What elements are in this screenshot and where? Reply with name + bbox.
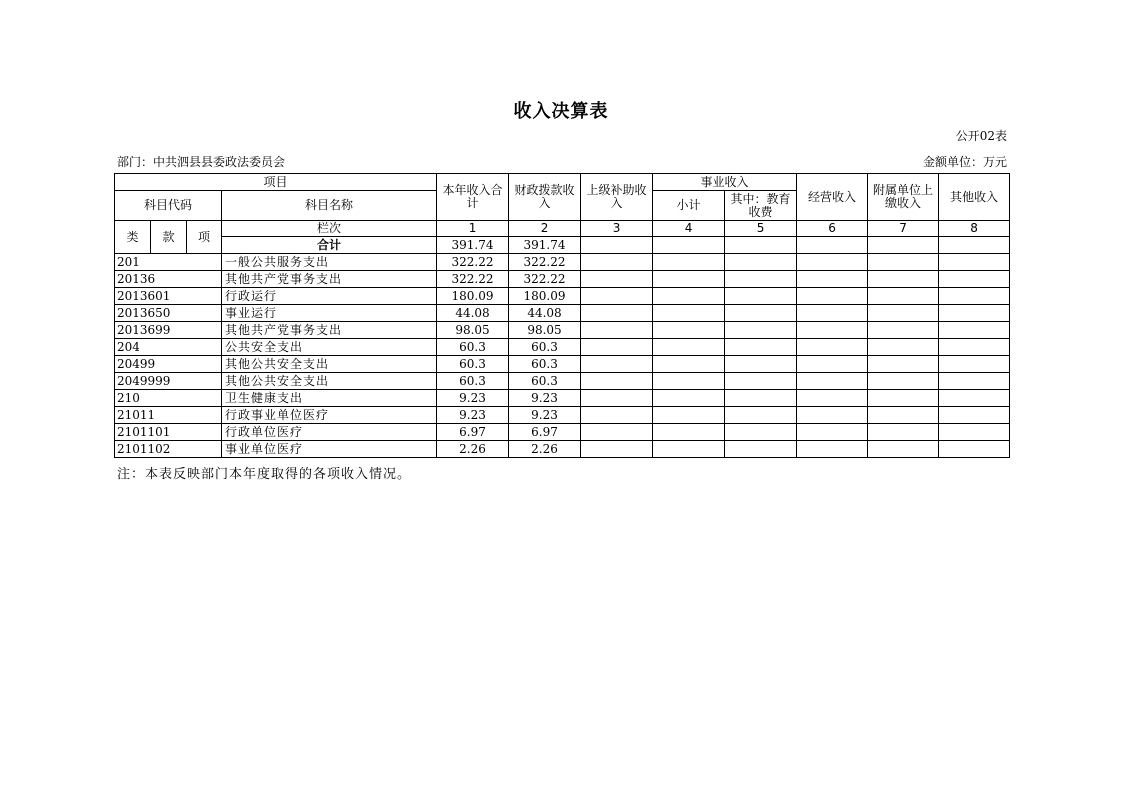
row-empty-cell	[653, 390, 725, 407]
header-col-5: 其中：教育收费	[725, 191, 797, 221]
row-code: 201	[115, 254, 222, 271]
index-3: 3	[581, 221, 653, 237]
index-7: 7	[868, 221, 939, 237]
row-empty-cell	[868, 356, 939, 373]
row-col-1: 98.05	[437, 322, 509, 339]
row-code: 2049999	[115, 373, 222, 390]
row-col-1: 2.26	[437, 441, 509, 458]
header-col-4: 小计	[653, 191, 725, 221]
index-1: 1	[437, 221, 509, 237]
row-empty-cell	[797, 288, 868, 305]
row-col-1: 44.08	[437, 305, 509, 322]
row-empty-cell	[868, 373, 939, 390]
row-empty-cell	[653, 271, 725, 288]
row-empty-cell	[939, 288, 1010, 305]
row-empty-cell	[868, 254, 939, 271]
row-code: 2013699	[115, 322, 222, 339]
row-empty-cell	[725, 441, 797, 458]
row-empty-cell	[939, 271, 1010, 288]
row-empty-cell	[939, 390, 1010, 407]
row-empty-cell	[939, 254, 1010, 271]
total-col-2: 391.74	[509, 237, 581, 254]
row-col-2: 9.23	[509, 390, 581, 407]
row-empty-cell	[653, 322, 725, 339]
row-empty-cell	[653, 373, 725, 390]
row-name: 一般公共服务支出	[222, 254, 437, 271]
row-name: 事业单位医疗	[222, 441, 437, 458]
row-empty-cell	[868, 322, 939, 339]
row-empty-cell	[797, 441, 868, 458]
header-shiye-group: 事业收入	[653, 174, 797, 191]
row-empty-cell	[653, 441, 725, 458]
row-name: 其他公共安全支出	[222, 356, 437, 373]
row-code: 21011	[115, 407, 222, 424]
header-lei: 类	[115, 221, 151, 254]
table-row	[115, 305, 1010, 322]
row-empty-cell	[797, 305, 868, 322]
row-empty-cell	[653, 424, 725, 441]
row-empty-cell	[939, 356, 1010, 373]
row-code: 20499	[115, 356, 222, 373]
row-name: 行政运行	[222, 288, 437, 305]
row-col-2: 2.26	[509, 441, 581, 458]
table-row	[115, 424, 1010, 441]
header-col-1: 本年收入合计	[437, 174, 509, 221]
row-empty-cell	[581, 322, 653, 339]
row-col-2: 44.08	[509, 305, 581, 322]
row-col-2: 60.3	[509, 339, 581, 356]
row-empty-cell	[653, 254, 725, 271]
row-empty-cell	[653, 356, 725, 373]
header-item: 项目	[115, 174, 437, 191]
row-col-1: 9.23	[437, 390, 509, 407]
row-empty-cell	[939, 407, 1010, 424]
header-col-8: 其他收入	[939, 174, 1010, 221]
row-empty-cell	[581, 441, 653, 458]
row-col-1: 60.3	[437, 356, 509, 373]
table-row	[115, 254, 1010, 271]
table-row	[115, 271, 1010, 288]
row-name: 其他共产党事务支出	[222, 322, 437, 339]
row-code: 2101102	[115, 441, 222, 458]
row-code: 2013601	[115, 288, 222, 305]
table-row	[115, 339, 1010, 356]
row-code: 2013650	[115, 305, 222, 322]
row-empty-cell	[653, 407, 725, 424]
row-code: 204	[115, 339, 222, 356]
table-row	[115, 390, 1010, 407]
footnote: 注：本表反映部门本年度取得的各项收入情况。	[117, 467, 412, 482]
row-name: 卫生健康支出	[222, 390, 437, 407]
row-empty-cell	[868, 339, 939, 356]
row-name: 其他公共安全支出	[222, 373, 437, 390]
row-empty-cell	[581, 390, 653, 407]
row-col-2: 322.22	[509, 254, 581, 271]
row-col-1: 322.22	[437, 271, 509, 288]
row-empty-cell	[939, 441, 1010, 458]
row-empty-cell	[581, 305, 653, 322]
row-empty-cell	[797, 390, 868, 407]
row-empty-cell	[725, 322, 797, 339]
page-title: 收入决算表	[513, 101, 609, 122]
row-empty-cell	[939, 373, 1010, 390]
row-empty-cell	[581, 288, 653, 305]
row-name: 其他共产党事务支出	[222, 271, 437, 288]
row-empty-cell	[868, 271, 939, 288]
row-col-2: 98.05	[509, 322, 581, 339]
row-col-2: 322.22	[509, 271, 581, 288]
row-empty-cell	[868, 441, 939, 458]
row-col-1: 6.97	[437, 424, 509, 441]
row-col-2: 60.3	[509, 373, 581, 390]
row-empty-cell	[725, 305, 797, 322]
row-name: 行政事业单位医疗	[222, 407, 437, 424]
row-col-1: 9.23	[437, 407, 509, 424]
unit-label: 金额单位：万元	[922, 155, 1007, 169]
row-empty-cell	[581, 254, 653, 271]
row-empty-cell	[581, 356, 653, 373]
row-empty-cell	[797, 424, 868, 441]
row-empty-cell	[581, 424, 653, 441]
row-empty-cell	[725, 390, 797, 407]
table-row	[115, 288, 1010, 305]
table-row	[115, 407, 1010, 424]
department-label: 部门：中共泗县县委政法委员会	[117, 155, 286, 169]
row-empty-cell	[797, 322, 868, 339]
row-code: 210	[115, 390, 222, 407]
table-row	[115, 356, 1010, 373]
header-col-3: 上级补助收入	[581, 174, 653, 221]
index-6: 6	[797, 221, 868, 237]
income-table	[114, 173, 1010, 458]
row-empty-cell	[868, 407, 939, 424]
header-code: 科目代码	[115, 191, 222, 221]
total-label: 合计	[222, 237, 437, 254]
header-col-2: 财政拨款收入	[509, 174, 581, 221]
row-empty-cell	[939, 424, 1010, 441]
row-empty-cell	[581, 339, 653, 356]
row-empty-cell	[725, 254, 797, 271]
row-empty-cell	[725, 339, 797, 356]
row-empty-cell	[581, 373, 653, 390]
row-empty-cell	[797, 407, 868, 424]
header-xiang: 项	[187, 221, 222, 254]
row-col-2: 180.09	[509, 288, 581, 305]
total-col-1: 391.74	[437, 237, 509, 254]
row-empty-cell	[797, 254, 868, 271]
row-col-1: 322.22	[437, 254, 509, 271]
row-empty-cell	[939, 322, 1010, 339]
row-empty-cell	[725, 407, 797, 424]
row-empty-cell	[797, 356, 868, 373]
row-empty-cell	[653, 339, 725, 356]
row-empty-cell	[797, 339, 868, 356]
index-4: 4	[653, 221, 725, 237]
data-rows	[115, 254, 1010, 458]
row-col-1: 60.3	[437, 373, 509, 390]
row-empty-cell	[725, 288, 797, 305]
header-col-7: 附属单位上缴收入	[868, 174, 939, 221]
row-empty-cell	[725, 356, 797, 373]
index-2: 2	[509, 221, 581, 237]
row-empty-cell	[797, 373, 868, 390]
row-empty-cell	[653, 305, 725, 322]
table-row	[115, 322, 1010, 339]
index-5: 5	[725, 221, 797, 237]
row-empty-cell	[653, 288, 725, 305]
row-name: 行政单位医疗	[222, 424, 437, 441]
row-name: 公共安全支出	[222, 339, 437, 356]
header-col-6: 经营收入	[797, 174, 868, 221]
row-empty-cell	[868, 288, 939, 305]
row-empty-cell	[868, 305, 939, 322]
row-name: 事业运行	[222, 305, 437, 322]
row-col-2: 60.3	[509, 356, 581, 373]
row-code: 20136	[115, 271, 222, 288]
form-code: 公开02表	[955, 129, 1007, 143]
table-row	[115, 441, 1010, 458]
index-8: 8	[939, 221, 1010, 237]
row-empty-cell	[725, 373, 797, 390]
row-col-1: 180.09	[437, 288, 509, 305]
row-empty-cell	[939, 339, 1010, 356]
row-empty-cell	[725, 424, 797, 441]
header-kuan: 款	[151, 221, 187, 254]
row-empty-cell	[581, 271, 653, 288]
header-name: 科目名称	[222, 191, 437, 221]
row-code: 2101101	[115, 424, 222, 441]
header-lanci: 栏次	[222, 221, 437, 237]
row-col-2: 9.23	[509, 407, 581, 424]
row-empty-cell	[868, 424, 939, 441]
row-empty-cell	[797, 271, 868, 288]
row-empty-cell	[581, 407, 653, 424]
row-empty-cell	[725, 271, 797, 288]
row-col-1: 60.3	[437, 339, 509, 356]
row-col-2: 6.97	[509, 424, 581, 441]
row-empty-cell	[939, 305, 1010, 322]
row-empty-cell	[868, 390, 939, 407]
table-row	[115, 373, 1010, 390]
